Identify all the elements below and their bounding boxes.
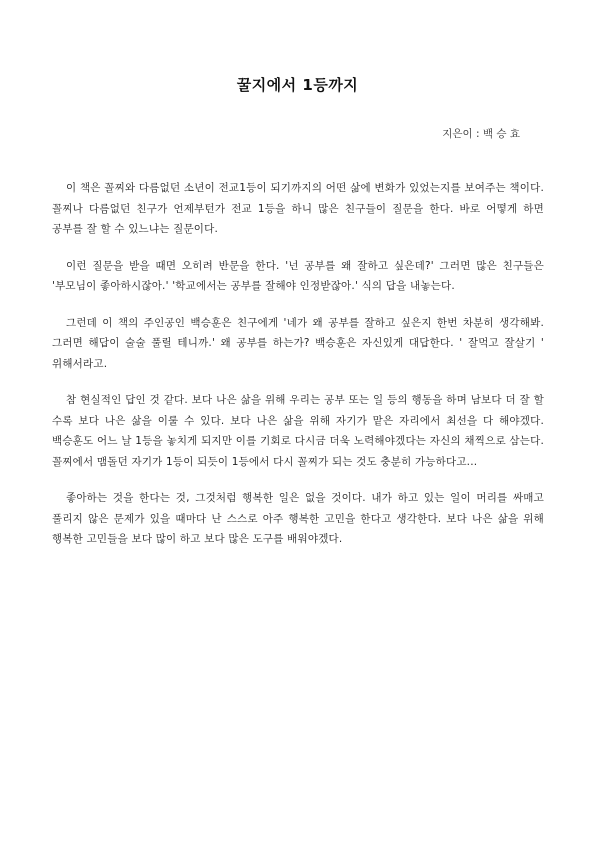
author-line: 지은이 : 백 승 효 (442, 128, 520, 140)
document-body (52, 178, 544, 566)
document-title: 꿀지에서 1등까지 (236, 76, 359, 94)
paragraph: 그런데 이 책의 주인공인 백승훈은 친구에게 '네가 왜 공부를 잘하고 싶은지 한번 차분히 생각해봐. 그러면 해답이 술술 풀릴 테니까.' 왜 공부를 하는가? 백승훈은 자신있게 대답한다. ' 잘먹고 잘살기 ' 위해서라고. (52, 316, 544, 370)
paragraph: 이 책은 꼴찌와 다름없던 소년이 전교1등이 되기까지의 어떤 삶에 변화가 있었는지를 보여주는 책이다. 꼴찌나 다름없던 친구가 언제부턴가 전교 1등을 하니 많은 친구들이 질문을 한다. 바로 어떻게 하면 공부를 잘 할 수 있느냐는 질문이다. (52, 182, 544, 235)
paragraph: 좋아하는 것을 한다는 것, 그것처럼 행복한 일은 없을 것이다. 내가 하고 있는 일이 머리를 싸매고 풀리지 않은 문제가 있을 때마다 난 스스로 아주 행복한 고민을 한다고 생각한다. 보다 나은 삶을 위해 행복한 고민들을 보다 많이 하고 보다 많은 도구를 배워야겠다. (52, 492, 544, 545)
paragraph: 참 현실적인 답인 것 같다. 보다 나은 삶을 위해 우리는 공부 또는 일 등의 행동을 하며 남보다 더 잘 할 수록 보다 나은 삶을 이룰 수 있다. 보다 나은 삶을 위해 자기가 맡은 자리에서 최선을 다 해야겠다. 백승훈도 어느 날 1등을 놓치게 되지만 이를 기회로 다시금 더욱 노력해야겠다는 자신의 채찍으로 삼는다. 꼴찌에서 맴돌던 자기가 1등이 되듯이 1등에서 다시 꼴찌가 되는 것도 충분히 가능하다고... (52, 394, 544, 468)
paragraph: 이런 질문을 받을 때면 오히려 반문을 한다. '넌 공부를 왜 잘하고 싶은데?' 그러면 많은 친구들은 '부모님이 좋아하시잖아.' '학교에서는 공부를 잘해야 인정받잖아.' 식의 답을 내놓는다. (52, 259, 544, 292)
